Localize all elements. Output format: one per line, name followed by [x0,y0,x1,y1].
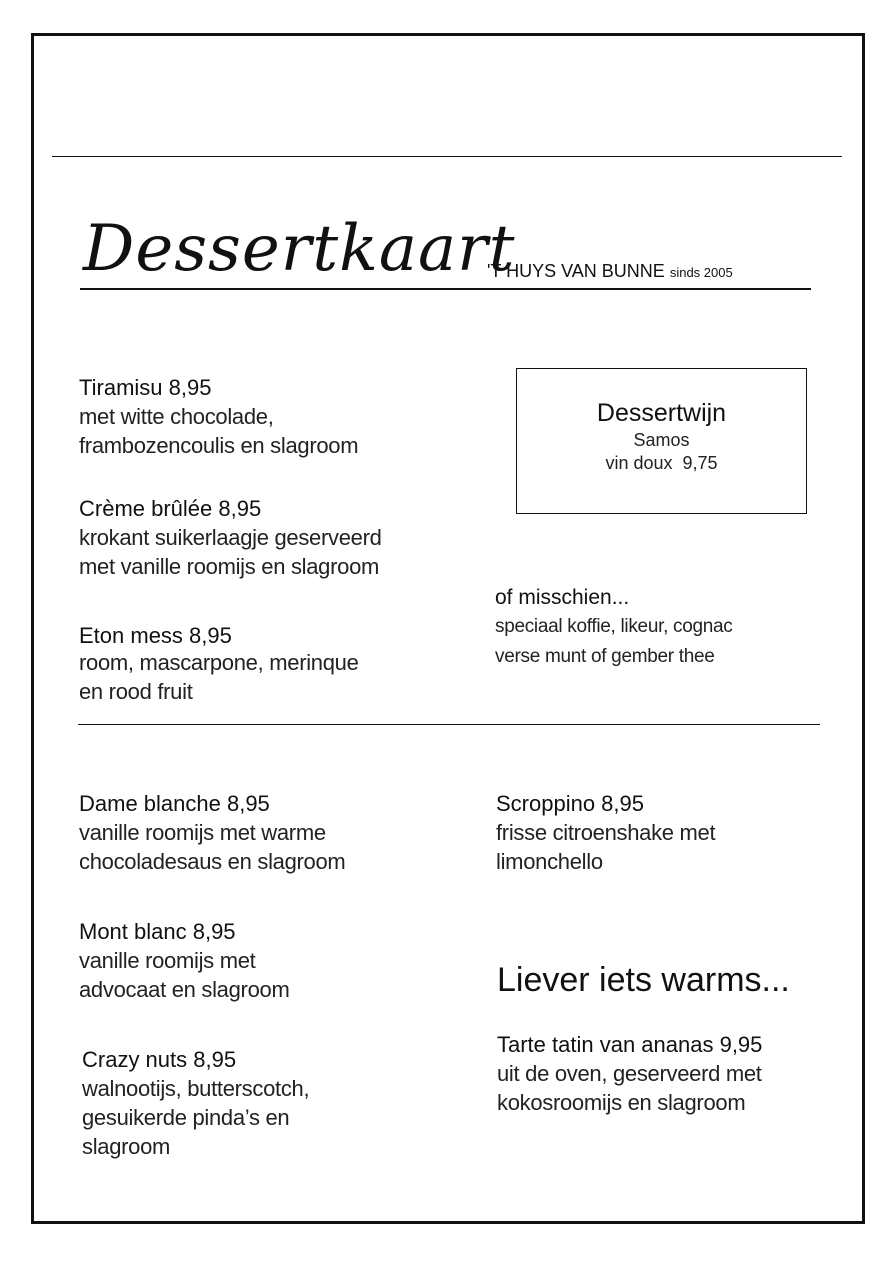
warm-section-heading: Liever iets warms... [497,961,790,999]
menu-item-crazy-nuts [82,1046,309,1161]
item-name: Crazy nuts 8,95 [82,1047,237,1072]
menu-item-eton-mess [79,624,359,706]
item-name: Scroppino 8,95 [496,791,644,816]
since-label: sinds 2005 [669,265,733,280]
item-name: Crème brûlée 8,95 [79,496,262,521]
menu-item-mont-blanc [79,918,289,1004]
item-desc-line: met vanille roomijs en slagroom [79,554,380,579]
item-desc-line: uit de oven, geserveerd met [497,1061,762,1086]
item-name: Tiramisu 8,95 [79,375,212,400]
item-desc-line: vanille roomijs met warme [79,820,326,845]
menu-item-tiramisu [79,374,358,460]
top-divider [52,156,842,157]
item-desc-line: slagroom [82,1134,171,1159]
menu-item-scroppino [496,790,715,876]
item-desc-line: speciaal koffie, likeur, cognac [495,616,733,637]
item-name: Tarte tatin van ananas 9,95 [497,1032,763,1057]
item-name: of misschien... [495,586,630,609]
item-desc-line: frambozencoulis en slagroom [79,433,359,458]
item-desc-line: advocaat en slagroom [79,977,290,1002]
menu-item-creme-brulee [79,495,382,581]
item-desc-line: met witte chocolade, [79,404,274,429]
page-title: Dessertkaart [83,212,516,286]
item-name: Dame blanche 8,95 [79,791,270,816]
item-desc-line: frisse citroenshake met [496,820,716,845]
item-desc-line: kokosroomijs en slagroom [497,1090,746,1115]
wine-price: vin doux 9,75 [605,453,718,473]
menu-item-of-misschien [495,584,733,672]
wine-name: Samos [633,430,690,450]
item-desc-line: en rood fruit [79,679,193,704]
title-row [80,210,811,290]
item-name: Eton mess 8,95 [79,623,232,648]
item-desc-line: walnootijs, butterscotch, [82,1076,310,1101]
menu-item-dame-blanche [79,790,345,876]
middle-divider [78,724,820,725]
item-desc-line: chocoladesaus en slagroom [79,849,346,874]
item-desc-line: krokant suikerlaagje geserveerd [79,525,382,550]
item-name: Mont blanc 8,95 [79,919,236,944]
dessert-wine-box [516,368,807,514]
item-desc-line: vanille roomijs met [79,948,256,973]
restaurant-name: 'T HUYS VAN BUNNE [487,261,665,281]
item-desc-line: limonchello [496,849,603,874]
item-desc-line: room, mascarpone, merinque [79,650,359,675]
item-desc-line: verse munt of gember thee [495,646,715,667]
restaurant-subtitle [487,260,733,284]
item-desc-line: gesuikerde pinda’s en [82,1105,290,1130]
wine-title: Dessertwijn [596,399,727,427]
menu-item-tarte-tatin [497,1031,762,1117]
